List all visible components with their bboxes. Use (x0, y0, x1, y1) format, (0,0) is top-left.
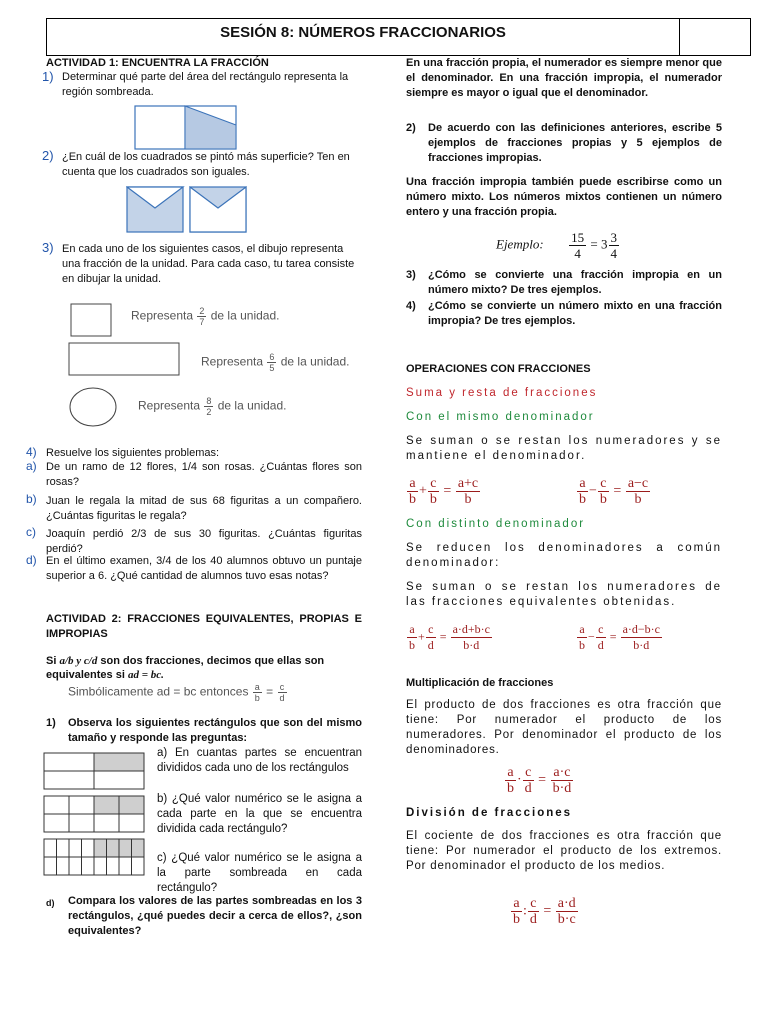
fdiv-c: c (528, 896, 539, 912)
qc-text: Joaquín perdió 2/3 de sus 30 figuritas. ¿Cuántas figuritas perdió? (46, 528, 362, 555)
q2-text: ¿En cuál de los cuadrados se pintó más superficie? Ten en cuenta que los cuadrados son iguales. (62, 151, 350, 178)
fmult-b: b (507, 781, 514, 796)
fdiv-rd: b·c (557, 912, 576, 927)
represent-num-2: 6 (269, 352, 275, 362)
same-denominator-text: Se suman o se restan los numeradores y se mantiene el denominador. (406, 435, 722, 462)
represent-post-3: de la unidad. (217, 398, 287, 413)
fadd1-op: + (419, 483, 427, 499)
q4-text: Resuelve los siguientes problemas: (46, 447, 220, 459)
symbolic-frac1-d: b (254, 693, 260, 703)
represent-pre-2: Representa (201, 354, 264, 369)
fmult-a: a (505, 765, 516, 781)
fsub2-a: a (577, 622, 587, 638)
equiv-text-c: equivalentes si (46, 669, 128, 681)
fdiv-op: : (523, 903, 527, 919)
division-heading: División de fracciones (406, 807, 573, 819)
fmult-rd: b·d (552, 781, 572, 796)
fadd1-c: c (428, 476, 439, 492)
qc-number: c) (26, 525, 36, 539)
right-q3-number: 3) (406, 269, 416, 281)
symbolic-frac2-d: d (279, 693, 285, 703)
operations-heading: OPERACIONES CON FRACCIONES (406, 363, 591, 375)
qd-text: En el último examen, 3/4 de los 40 alumnos obtuvo un puntaje superior a 6. ¿Qué cantidad de alumnos tuvo esas notas? (46, 555, 362, 582)
squares-figure (126, 186, 258, 234)
example-label: Ejemplo: (496, 236, 544, 252)
mixed-number-text: Una fracción impropia también puede escribirse como un número mixto. Los números mixtos contienen un número entero y una fracción propia. (406, 176, 722, 218)
fdiv-rn: a·d (557, 896, 576, 911)
different-denominator-heading: Con distinto denominador (406, 518, 586, 530)
divided-rectangles-figure (43, 752, 147, 876)
activity1-heading: ACTIVIDAD 1: ENCUENTRA LA FRACCIÓN (46, 57, 269, 69)
equiv-math-2: ad = bc. (127, 669, 164, 681)
represent-line-3 (138, 396, 286, 417)
equiv-line-1 (46, 654, 376, 669)
observe-d-text: Compara los valores de las partes sombreadas en los 3 rectángulos, ¿qué puedes decir a cerca de ellos?, ¿son equivalentes? (68, 895, 362, 937)
formula-divide: $\frac{a}{b}$ : $\frac{c}{d}$ = $\frac{a\cdot d}{b\cdot c}$ (513, 896, 576, 927)
circle-shape (69, 387, 119, 429)
q3-text: En cada uno de los siguientes casos, el dibujo representa una fracción de la unidad. Para cada caso, tu tarea consiste en dibujar la unidad. (62, 243, 355, 285)
fadd1-rd: b (464, 492, 472, 507)
fmult-rn: a·c (551, 765, 574, 781)
rectangle-sixteenths (44, 839, 144, 875)
fdiv-b: b (513, 912, 520, 927)
q1-text: Determinar qué parte del área del rectángulo representa la región sombreada. (62, 71, 349, 98)
symbolic-frac2-n: c (278, 682, 287, 693)
fadd1-b2: b (429, 492, 437, 507)
represent-line-2 (201, 352, 349, 373)
example-frac-d: 4 (574, 246, 581, 261)
fsub1-op: − (589, 483, 597, 499)
multiplication-heading: Multiplicación de fracciones (406, 677, 554, 689)
observe-a: a) En cuantas partes se encuentran divididos cada uno de los rectángulos (157, 747, 362, 774)
fsub1-b: b (579, 492, 586, 507)
represent-pre-3: Representa (138, 398, 201, 413)
equiv-math-1: a/b y c/d (59, 655, 98, 667)
example-line (496, 230, 620, 261)
observe-text: Observa los siguientes rectángulos que son del mismo tamaño y responde las preguntas: (68, 717, 362, 744)
qb-text: Juan le regala la mitad de sus 68 figuritas a un compañero. ¿Cuántas figuritas le regala? (46, 495, 362, 522)
fadd2-rd: b·d (463, 638, 480, 652)
example-eq: = 3 (590, 236, 608, 252)
rectangle-eighths (44, 796, 144, 832)
q1-number: 1) (42, 69, 54, 84)
q3-number: 3) (42, 240, 54, 255)
proper-improper-intro: En una fracción propia, el numerador es siempre menor que el denominador. En una fracción impropia, el numerador siempre es mayor o igual que el denominador. (406, 57, 722, 99)
fdiv-d: d (529, 912, 537, 927)
small-square-shape (70, 303, 114, 339)
fsub1-rn: a−c (627, 476, 649, 491)
q2-number: 2) (42, 148, 54, 163)
rectangle-halves (44, 753, 144, 789)
fsub2-d: d (597, 638, 604, 652)
fadd2-c: c (426, 622, 436, 638)
different-denominator-text-2: Se suman o se restan los numeradores de las fracciones equivalentes obtenidas. (406, 581, 722, 608)
represent-post-1: de la unidad. (210, 308, 280, 323)
qb-number: b) (26, 492, 37, 506)
fadd2-d: d (427, 638, 434, 652)
formula-add-same: $\frac{a}{b}$ + $\frac{c}{b}$ = $\frac{a+c}{b}$ (409, 476, 479, 507)
fsub1-rd: b (634, 492, 642, 507)
fsub2-c: c (596, 622, 606, 638)
shaded-rectangle-figure (134, 105, 238, 150)
fmult-d: d (524, 781, 532, 796)
fadd1-b: b (409, 492, 416, 507)
fadd1-rn: a+c (457, 476, 479, 491)
symbolic-eq: = (266, 684, 274, 699)
fsub1-b2: b (599, 492, 607, 507)
fsub1-c: c (598, 476, 609, 492)
activity2-heading: ACTIVIDAD 2: FRACCIONES EQUIVALENTES, PROPIAS E IMPROPIAS (46, 613, 362, 640)
formula-add-diff: $\frac{a}{b}$ + $\frac{c}{d}$ = $\frac{a\cdot d+b\cdot c}{b\cdot d}$ (409, 622, 490, 652)
right-q4-number: 4) (406, 300, 416, 312)
observe-number: 1) (46, 717, 56, 729)
represent-den-1: 7 (199, 317, 205, 327)
example-mixed-d: 4 (610, 246, 617, 261)
represent-post-2: de la unidad. (280, 354, 350, 369)
different-denominator-text-1: Se reducen los denominadores a común denominador: (406, 542, 722, 569)
right-q4-text: ¿Cómo se convierte un número mixto en una fracción impropia? De tres ejemplos. (428, 300, 722, 327)
right-q2-text: De acuerdo con las definiciones anteriores, escribe 5 ejemplos de fracciones propias y 5 ejemplos de fracciones impropias. (428, 122, 722, 164)
observe-c: c) ¿Qué valor numérico se le asigna a la parte sombreada en cada rectángulo? (157, 852, 362, 894)
represent-num-1: 2 (199, 306, 205, 316)
represent-num-3: 8 (206, 396, 212, 406)
symbolic-text: Simbólicamente ad = bc entonces (68, 684, 249, 699)
fadd2-op: + (418, 629, 425, 644)
q4-number: 4) (26, 445, 37, 459)
represent-den-3: 2 (206, 407, 212, 417)
fdiv-a: a (511, 896, 522, 912)
fsub2-b: b (579, 638, 585, 652)
equiv-text-b: son dos fracciones, decimos que ellas son (97, 655, 325, 667)
division-text: El cociente de dos fracciones es otra fracción que tiene: Por numerador el producto de los extremos. Por denominador el producto de los medios. (406, 830, 722, 872)
fsub2-rd: b·d (633, 638, 650, 652)
multiplication-text: El producto de dos fracciones es otra fracción que tiene: Por numerador el producto de los numeradores. Por denominador el producto de los denominadores. (406, 699, 722, 756)
right-q3-text: ¿Cómo se convierte una fracción impropia en un número mixto? De tres ejemplos. (428, 269, 722, 296)
formula-multiply: $\frac{a}{b}$ · $\frac{c}{d}$ = $\frac{a\cdot c}{b\cdot d}$ (507, 765, 572, 796)
page-title: SESIÓN 8: NÚMEROS FRACCIONARIOS (220, 24, 506, 41)
sum-subtract-heading: Suma y resta de fracciones (406, 387, 598, 399)
symbolic-frac1-n: a (254, 682, 260, 692)
represent-den-2: 5 (269, 363, 275, 373)
fmult-c: c (523, 765, 534, 781)
fadd2-rn: a·d+b·c (452, 622, 490, 636)
equiv-text-a: Si (46, 655, 60, 667)
fadd2-b: b (409, 638, 415, 652)
symbolic-line (68, 682, 288, 703)
formula-sub-same: $\frac{a}{b}$ − $\frac{c}{b}$ = $\frac{a-c}{b}$ (579, 476, 649, 507)
rectangle-shape (68, 342, 182, 378)
qd-number: d) (26, 553, 37, 567)
fmult-op: · (517, 772, 522, 788)
fsub2-rn: a·d−b·c (622, 622, 660, 636)
title-divider (679, 19, 680, 55)
fadd2-a: a (407, 622, 417, 638)
qa-number: a) (26, 459, 37, 473)
observe-d-number: d) (46, 898, 55, 908)
observe-b: b) ¿Qué valor numérico se le asigna a cada parte en la que se encuentra dividida cada rectángulo? (157, 793, 362, 835)
right-q2-number: 2) (406, 122, 416, 134)
example-mixed-n: 3 (610, 230, 617, 245)
fadd1-a: a (407, 476, 418, 492)
fsub2-op: − (588, 629, 595, 644)
fsub1-a: a (577, 476, 588, 492)
title-box (46, 18, 751, 56)
example-frac-n: 15 (571, 230, 585, 245)
represent-pre-1: Representa (131, 308, 194, 323)
qa-text: De un ramo de 12 flores, 1/4 son rosas. ¿Cuántas flores son rosas? (46, 461, 362, 488)
same-denominator-heading: Con el mismo denominador (406, 411, 595, 423)
formula-sub-diff: $\frac{a}{b}$ − $\frac{c}{d}$ = $\frac{a\cdot d-b\cdot c}{b\cdot d}$ (579, 622, 660, 652)
represent-line-1 (131, 306, 279, 327)
equiv-line-2 (46, 668, 376, 683)
